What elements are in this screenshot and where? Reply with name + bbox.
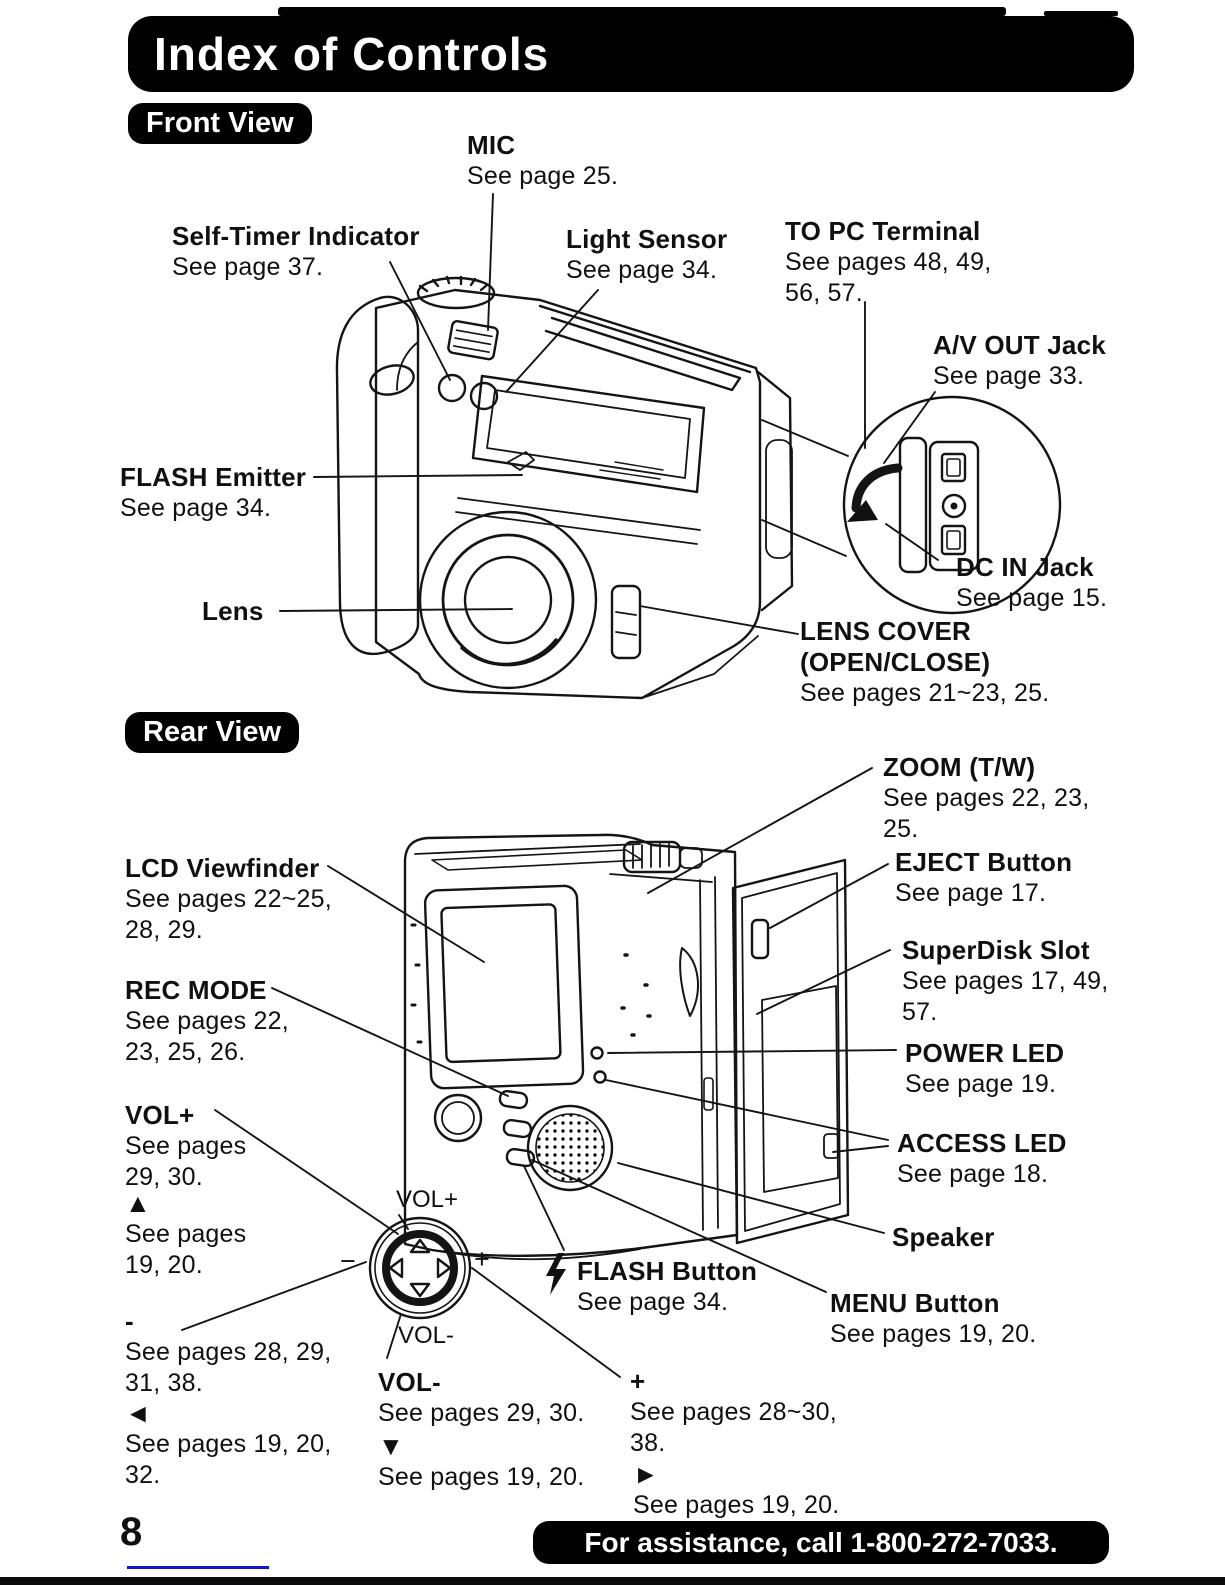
label-see: 19, 20.: [125, 1251, 203, 1279]
label-title: POWER LED: [905, 1038, 1065, 1068]
section-front-view: Front View: [128, 103, 312, 144]
label-see: See page 17.: [895, 879, 1047, 907]
label-self-timer-indicator: [172, 221, 420, 283]
label-menu-button: [830, 1288, 1036, 1350]
label-title: LCD Viewfinder: [125, 853, 320, 883]
label-see: See pages 28, 29,: [125, 1338, 332, 1366]
label-see: 23, 25, 26.: [125, 1038, 246, 1066]
label-plus-key: [630, 1366, 837, 1459]
label-see: See pages 19, 20,: [125, 1430, 332, 1458]
label-see: See pages 19, 20.: [830, 1320, 1037, 1348]
label-see: 28, 29.: [125, 916, 203, 944]
label-see: 31, 38.: [125, 1369, 203, 1397]
label-see: See pages 22,: [125, 1007, 289, 1035]
label-left-key: [125, 1398, 331, 1491]
label-see: 25.: [883, 815, 919, 843]
front-camera-illustration: [337, 277, 792, 698]
label-title: Self-Timer Indicator: [172, 221, 420, 251]
label-eject-button: [895, 847, 1072, 909]
leader-lines: [182, 194, 938, 1377]
label-title: MENU Button: [830, 1288, 1000, 1318]
label-title: Light Sensor: [566, 224, 728, 254]
label-see: See page 34.: [566, 256, 718, 284]
label-lcd-viewfinder: [125, 853, 332, 946]
label-see: See page 37.: [172, 253, 324, 281]
label-see: See page 34.: [120, 494, 272, 522]
label-title: SuperDisk Slot: [902, 935, 1090, 965]
label-to-pc-terminal: [785, 216, 991, 309]
dpad-minus-label: −: [340, 1246, 356, 1276]
dpad-vol-minus-label: VOL-: [398, 1322, 455, 1349]
down-triangle-icon: ▼: [378, 1431, 404, 1461]
label-title: REC MODE: [125, 975, 267, 1005]
right-triangle-icon: ►: [633, 1459, 659, 1489]
label-title: LENS COVER: [800, 616, 972, 646]
label-see: See pages 29, 30.: [378, 1399, 585, 1427]
rear-camera-illustration: [370, 835, 848, 1318]
label-title: (OPEN/CLOSE): [800, 647, 991, 677]
label-superdisk-slot: [902, 935, 1108, 1028]
label-lens-cover: [800, 616, 1049, 709]
label-title: +: [630, 1366, 646, 1396]
label-see: See pages 19, 20.: [633, 1491, 840, 1519]
flash-icon: [545, 1253, 569, 1295]
label-see: See pages 22, 23,: [883, 784, 1090, 812]
scan-bottom-edge: [0, 1577, 1225, 1585]
label-title: FLASH Emitter: [120, 462, 307, 492]
label-title: -: [125, 1306, 134, 1336]
label-see: See page 25.: [467, 162, 619, 190]
label-minus-key: [125, 1306, 331, 1399]
label-light-sensor: [566, 224, 727, 286]
label-title: EJECT Button: [895, 847, 1073, 877]
label-flash-button: [577, 1256, 757, 1318]
label-title: VOL-: [378, 1367, 441, 1397]
label-see: See page 15.: [956, 584, 1108, 612]
label-mic: [467, 130, 618, 192]
label-title: VOL+: [125, 1100, 195, 1130]
dpad-plus-label: +: [474, 1244, 490, 1274]
label-see: See page 18.: [897, 1160, 1049, 1188]
label-title: A/V OUT Jack: [933, 330, 1106, 360]
label-see: See pages: [125, 1220, 247, 1248]
label-title: MIC: [467, 130, 516, 160]
label-vol-minus: [378, 1367, 584, 1429]
label-see: 56, 57.: [785, 279, 863, 307]
page-number: 8: [120, 1510, 143, 1554]
label-title: Lens: [202, 596, 264, 626]
label-see: See page 34.: [577, 1288, 729, 1316]
label-see: 29, 30.: [125, 1163, 203, 1191]
section-rear-view: Rear View: [125, 712, 299, 753]
blue-underline: [127, 1566, 269, 1569]
label-see: See page 33.: [933, 362, 1085, 390]
label-zoom-tw: [883, 752, 1089, 845]
label-see: See pages 48, 49,: [785, 248, 992, 276]
page-title: Index of Controls: [128, 16, 1134, 92]
dpad-vol-plus-label: VOL+: [396, 1186, 459, 1213]
label-title: FLASH Button: [577, 1256, 758, 1286]
label-see: See pages 21~23, 25.: [800, 679, 1050, 707]
label-see: See pages 28~30,: [630, 1398, 837, 1426]
label-vol-plus: [125, 1100, 246, 1193]
label-power-led: [905, 1038, 1064, 1100]
label-speaker: [892, 1222, 995, 1253]
label-title: ACCESS LED: [897, 1128, 1067, 1158]
left-triangle-icon: ◄: [125, 1398, 151, 1428]
label-right-key: [633, 1459, 839, 1521]
up-triangle-icon: ▲: [125, 1188, 151, 1218]
label-access-led: [897, 1128, 1067, 1190]
label-title: Speaker: [892, 1222, 995, 1252]
label-flash-emitter: [120, 462, 306, 524]
label-title: DC IN Jack: [956, 552, 1094, 582]
label-lens: [202, 596, 263, 627]
label-title: TO PC Terminal: [785, 216, 981, 246]
label-dc-in-jack: [956, 552, 1107, 614]
label-see: See pages 19, 20.: [378, 1463, 585, 1491]
label-see: See pages 17, 49,: [902, 967, 1109, 995]
label-up-key: [125, 1188, 246, 1281]
label-av-out-jack: [933, 330, 1106, 392]
assistance-banner: For assistance, call 1-800-272-7033.: [533, 1521, 1109, 1564]
label-rec-mode: [125, 975, 289, 1068]
label-see: See page 19.: [905, 1070, 1057, 1098]
label-see: See pages: [125, 1132, 247, 1160]
label-see: 38.: [630, 1429, 666, 1457]
label-title: ZOOM (T/W): [883, 752, 1036, 782]
label-see: See pages 22~25,: [125, 885, 332, 913]
label-see: 57.: [902, 998, 938, 1026]
label-see: 32.: [125, 1461, 161, 1489]
label-down-key: [378, 1431, 584, 1493]
